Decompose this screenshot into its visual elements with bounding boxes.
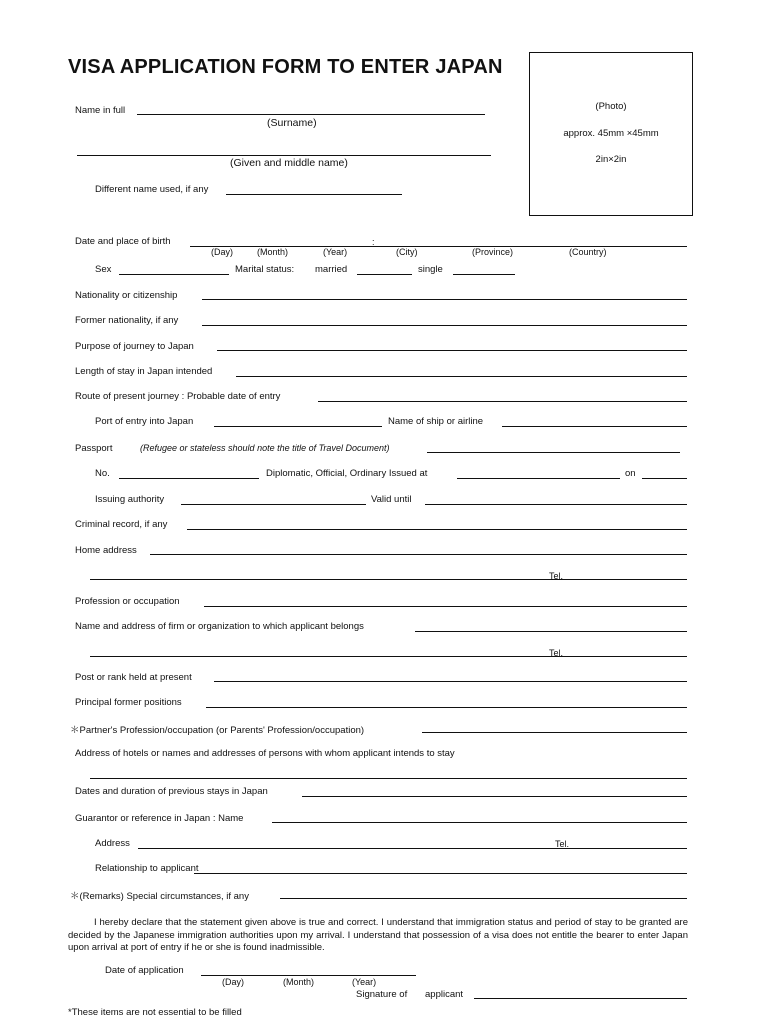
guarantor-label: Guarantor or reference in Japan : Name	[75, 813, 244, 824]
birth-label: Date and place of birth	[75, 236, 171, 247]
post-field[interactable]	[214, 681, 687, 682]
route-label: Route of present journey : Probable date of entry	[75, 391, 281, 402]
footnote: *These items are not essential to be filled	[68, 1007, 242, 1018]
travel-document-field[interactable]	[427, 452, 680, 453]
signature-field[interactable]	[474, 998, 687, 999]
partner-label: ＊Partner's Profession/occupation (or Parents' Profession/occupation)	[70, 725, 365, 736]
passport-on-label: on	[625, 468, 636, 479]
applicant-label: applicant	[425, 989, 464, 1000]
relationship-label: Relationship to applicant	[95, 863, 199, 874]
port-field[interactable]	[214, 426, 382, 427]
ship-label: Name of ship or airline	[388, 416, 484, 427]
signature-label: Signature of	[356, 989, 408, 1000]
port-label: Port of entry into Japan	[95, 416, 194, 427]
birth-month-caption: (Month)	[257, 247, 289, 257]
previous-stays-field[interactable]	[302, 796, 687, 797]
hotels-label: Address of hotels or names and addresses of persons with whom applicant intends to stay	[75, 748, 455, 759]
firm-field[interactable]	[415, 631, 687, 632]
authority-field[interactable]	[181, 504, 366, 505]
purpose-label: Purpose of journey to Japan	[75, 341, 194, 352]
photo-box[interactable]	[529, 52, 693, 216]
profession-field[interactable]	[204, 606, 687, 607]
single-label: single	[418, 264, 443, 275]
former-nationality-field[interactable]	[202, 325, 687, 326]
nationality-field[interactable]	[202, 299, 687, 300]
application-day-caption: (Day)	[222, 977, 244, 987]
profession-label: Profession or occupation	[75, 596, 180, 607]
firm-label: Name and address of firm or organization to which applicant belongs	[75, 621, 364, 632]
post-label: Post or rank held at present	[75, 672, 192, 683]
criminal-label: Criminal record, if any	[75, 519, 168, 530]
photo-size-in: 2in×2in	[595, 154, 627, 165]
relationship-field[interactable]	[194, 873, 687, 874]
ship-field[interactable]	[502, 426, 687, 427]
length-label: Length of stay in Japan intended	[75, 366, 213, 377]
birth-year-caption: (Year)	[323, 247, 348, 257]
home-address-field[interactable]	[150, 554, 687, 555]
former-positions-field[interactable]	[206, 707, 687, 708]
passport-no-field[interactable]	[119, 478, 259, 479]
valid-until-field[interactable]	[425, 504, 687, 505]
birth-colon: :	[372, 237, 375, 247]
application-date-label: Date of application	[105, 965, 184, 976]
guarantor-address-field[interactable]	[138, 848, 687, 849]
nationality-label: Nationality or citizenship	[75, 290, 178, 301]
application-month-caption: (Month)	[283, 977, 315, 987]
sex-label: Sex	[95, 264, 112, 275]
passport-note: (Refugee or stateless should note the title of Travel Document)	[140, 443, 390, 453]
issued-at-field[interactable]	[457, 478, 620, 479]
criminal-field[interactable]	[187, 529, 687, 530]
different-name-label: Different name used, if any	[95, 184, 209, 195]
partner-field[interactable]	[422, 732, 687, 733]
home-tel-label: Tel.	[549, 571, 564, 581]
application-year-caption: (Year)	[352, 977, 377, 987]
passport-type-label: Diplomatic, Official, Ordinary Issued at	[266, 468, 428, 479]
authority-label: Issuing authority	[95, 494, 165, 505]
home-address-line2-field[interactable]	[90, 579, 687, 580]
birth-province-caption: (Province)	[472, 247, 514, 257]
surname-field[interactable]	[137, 114, 485, 115]
single-field[interactable]	[453, 274, 515, 275]
guarantor-address-label: Address	[95, 838, 130, 849]
remarks-label: ＊(Remarks) Special circumstances, if any	[70, 891, 249, 902]
guarantor-tel-label: Tel.	[555, 839, 570, 849]
firm-line2-field[interactable]	[90, 656, 687, 657]
former-nationality-label: Former nationality, if any	[75, 315, 179, 326]
purpose-field[interactable]	[217, 350, 687, 351]
given-name-caption: (Given and middle name)	[230, 157, 348, 169]
birth-day-caption: (Day)	[211, 247, 233, 257]
passport-label: Passport	[75, 443, 113, 454]
married-label: married	[315, 264, 348, 275]
issued-on-field[interactable]	[642, 478, 687, 479]
application-date-field[interactable]	[201, 975, 416, 976]
marital-label: Marital status:	[235, 264, 295, 275]
surname-caption: (Surname)	[267, 117, 317, 129]
married-field[interactable]	[357, 274, 412, 275]
length-field[interactable]	[236, 376, 687, 377]
birth-country-caption: (Country)	[569, 247, 607, 257]
given-name-field[interactable]	[77, 155, 491, 156]
firm-tel-label: Tel.	[549, 648, 564, 658]
photo-size-mm: approx. 45mm ×45mm	[563, 128, 659, 139]
home-address-label: Home address	[75, 545, 137, 556]
remarks-field[interactable]	[280, 898, 687, 899]
guarantor-name-field[interactable]	[272, 822, 687, 823]
declaration-text: I hereby declare that the statement given above is true and correct. I understand that immigration status and period of stay to be granted are decided by the Japanese immigration authorities upon my arrival. I understand that possession of a visa does not entitle the bearer to enter Japan upon arrival at port of entry if he or she is found inadmissible.	[68, 917, 688, 953]
former-positions-label: Principal former positions	[75, 697, 182, 708]
previous-stays-label: Dates and duration of previous stays in Japan	[75, 786, 268, 797]
form-title: VISA APPLICATION FORM TO ENTER JAPAN	[68, 56, 503, 78]
sex-field[interactable]	[119, 274, 229, 275]
name-label: Name in full	[75, 105, 126, 116]
valid-until-label: Valid until	[371, 494, 412, 505]
different-name-field[interactable]	[226, 194, 402, 195]
passport-no-label: No.	[95, 468, 110, 479]
route-field[interactable]	[318, 401, 687, 402]
birth-city-caption: (City)	[396, 247, 418, 257]
hotels-field[interactable]	[90, 778, 687, 779]
photo-label: (Photo)	[595, 101, 627, 112]
